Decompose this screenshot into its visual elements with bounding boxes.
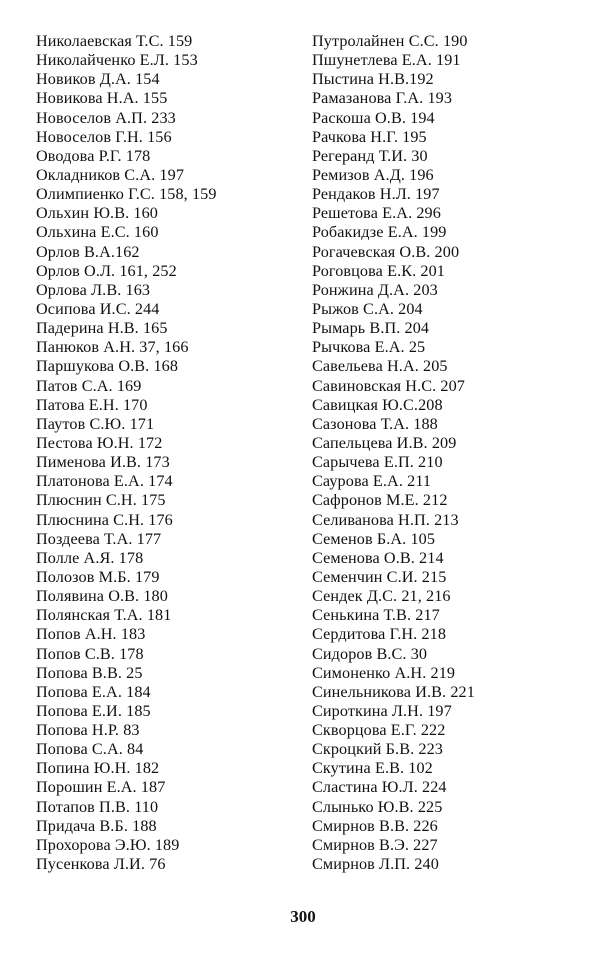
index-entry: Селиванова Н.П. 213 bbox=[312, 510, 459, 529]
index-entry: Падерина Н.В. 165 bbox=[36, 319, 168, 338]
index-entry: Потапов П.В. 110 bbox=[36, 797, 159, 816]
index-entry: Паутов С.Ю. 171 bbox=[36, 414, 155, 433]
index-entry: Панюков А.Н. 37, 166 bbox=[36, 338, 189, 357]
index-entry: Сидоров В.С. 30 bbox=[312, 644, 428, 663]
index-entry: Сазонова Т.А. 188 bbox=[312, 414, 438, 433]
index-entry: Регеранд Т.И. 30 bbox=[312, 146, 428, 165]
index-entry: Пусенкова Л.И. 76 bbox=[36, 855, 166, 874]
index-entry: Оводова Р.Г. 178 bbox=[36, 146, 151, 165]
index-entry: Паршукова О.В. 168 bbox=[36, 357, 179, 376]
index-entry: Робакидзе Е.А. 199 bbox=[312, 223, 447, 242]
index-entry: Новоселов А.П. 233 bbox=[36, 108, 176, 127]
index-entry: Попов С.В. 178 bbox=[36, 644, 144, 663]
index-entry: Попова Е.И. 185 bbox=[36, 701, 151, 720]
index-entry: Попина Ю.Н. 182 bbox=[36, 759, 160, 778]
index-entry: Рамазанова Г.А. 193 bbox=[312, 89, 453, 108]
page-number: 300 bbox=[290, 907, 316, 926]
index-entry: Новиков Д.А. 154 bbox=[36, 70, 160, 89]
index-entry: Пыстина Н.В.192 bbox=[312, 70, 434, 89]
index-entry: Смирнов В.В. 226 bbox=[312, 816, 438, 835]
index-entry: Плюснин С.Н. 175 bbox=[36, 491, 166, 510]
index-entry: Рычкова Е.А. 25 bbox=[312, 338, 426, 357]
index-entry: Придача В.Б. 188 bbox=[36, 816, 157, 835]
index-entry: Рогачевская О.В. 200 bbox=[312, 242, 460, 261]
index-entry: Порошин Е.А. 187 bbox=[36, 778, 166, 797]
index-entry: Сердитова Г.Н. 218 bbox=[312, 625, 447, 644]
index-column-left bbox=[36, 32, 296, 874]
index-entry: Сафронов М.Е. 212 bbox=[312, 491, 448, 510]
index-entry: Сироткина Л.Н. 197 bbox=[312, 701, 452, 720]
index-entry: Симоненко А.Н. 219 bbox=[312, 663, 456, 682]
index-entry: Полявина О.В. 180 bbox=[36, 587, 168, 606]
index-entry: Сластина Ю.Л. 224 bbox=[312, 778, 447, 797]
index-entry: Ольхин Ю.В. 160 bbox=[36, 204, 158, 223]
index-entry: Попова Н.Р. 83 bbox=[36, 721, 140, 740]
index-entry: Савельева Н.А. 205 bbox=[312, 357, 448, 376]
index-entry: Патова Е.Н. 170 bbox=[36, 395, 148, 414]
index-entry: Пшунетлева Е.А. 191 bbox=[312, 51, 461, 70]
index-entry: Рачкова Н.Г. 195 bbox=[312, 127, 427, 146]
index-entry: Попова Е.А. 184 bbox=[36, 682, 151, 701]
index-entry: Сарычева Е.П. 210 bbox=[312, 453, 443, 472]
index-entry: Новоселов Г.Н. 156 bbox=[36, 127, 172, 146]
index-entry: Осипова И.С. 244 bbox=[36, 299, 160, 318]
index-entry: Олимпиенко Г.С. 158, 159 bbox=[36, 185, 217, 204]
index-entry: Синельникова И.В. 221 bbox=[312, 682, 475, 701]
index-entry: Савиновская Н.С. 207 bbox=[312, 376, 465, 395]
index-entry: Полянская Т.А. 181 bbox=[36, 606, 172, 625]
index-entry: Сенькина Т.В. 217 bbox=[312, 606, 440, 625]
index-entry: Раскоша О.В. 194 bbox=[312, 108, 435, 127]
index-entry: Новикова Н.А. 155 bbox=[36, 89, 168, 108]
index-entry: Ольхина Е.С. 160 bbox=[36, 223, 159, 242]
index-entry: Патов С.А. 169 bbox=[36, 376, 142, 395]
index-entry: Путролайнен С.С. 190 bbox=[312, 32, 468, 50]
index-entry: Попова В.В. 25 bbox=[36, 663, 143, 682]
index-entry: Семенов Б.А. 105 bbox=[312, 529, 436, 548]
index-entry: Прохорова Э.Ю. 189 bbox=[36, 835, 180, 854]
index-entry: Орлова Л.В. 163 bbox=[36, 280, 151, 299]
index-entry: Саурова Е.А. 211 bbox=[312, 472, 432, 491]
index-entry: Полозов М.Б. 179 bbox=[36, 567, 160, 586]
index-entry: Скворцова Е.Г. 222 bbox=[312, 721, 446, 740]
index-entry: Скроцкий Б.В. 223 bbox=[312, 740, 443, 759]
index-entry: Рендаков Н.Л. 197 bbox=[312, 185, 440, 204]
index-column-right bbox=[312, 32, 592, 874]
index-entry: Пименова И.В. 173 bbox=[36, 453, 170, 472]
index-entry: Платонова Е.А. 174 bbox=[36, 472, 173, 491]
index-entry: Скутина Е.В. 102 bbox=[312, 759, 433, 778]
index-entry: Савицкая Ю.С.208 bbox=[312, 395, 443, 414]
index-entry: Орлов О.Л. 161, 252 bbox=[36, 261, 177, 280]
index-entry: Семенова О.В. 214 bbox=[312, 548, 444, 567]
index-entry: Сендек Д.С. 21, 216 bbox=[312, 587, 451, 606]
index-entry: Ронжина Д.А. 203 bbox=[312, 280, 438, 299]
index-entry: Смирнов Л.П. 240 bbox=[312, 855, 439, 874]
index-entry: Слынько Ю.В. 225 bbox=[312, 797, 443, 816]
index-entry: Рымарь В.П. 204 bbox=[312, 319, 430, 338]
index-entry: Николайченко Е.Л. 153 bbox=[36, 51, 198, 70]
index-entry: Сапельцева И.В. 209 bbox=[312, 433, 457, 452]
index-entry: Попова С.А. 84 bbox=[36, 740, 144, 759]
index-entry: Смирнов В.Э. 227 bbox=[312, 835, 438, 854]
index-entry: Роговцова Е.К. 201 bbox=[312, 261, 445, 280]
index-entry: Попов А.Н. 183 bbox=[36, 625, 146, 644]
index-entry: Плюснина С.Н. 176 bbox=[36, 510, 173, 529]
index-entry: Семенчин С.И. 215 bbox=[312, 567, 447, 586]
index-entry: Пестова Ю.Н. 172 bbox=[36, 433, 163, 452]
index-entry: Решетова Е.А. 296 bbox=[312, 204, 441, 223]
index-entry: Поздеева Т.А. 177 bbox=[36, 529, 162, 548]
index-entry: Орлов В.А.162 bbox=[36, 242, 140, 261]
index-entry: Рыжов С.А. 204 bbox=[312, 299, 423, 318]
index-entry: Ремизов А.Д. 196 bbox=[312, 165, 434, 184]
index-entry: Николаевская Т.С. 159 bbox=[36, 32, 193, 50]
index-entry: Окладников С.А. 197 bbox=[36, 165, 185, 184]
index-entry: Полле А.Я. 178 bbox=[36, 548, 144, 567]
